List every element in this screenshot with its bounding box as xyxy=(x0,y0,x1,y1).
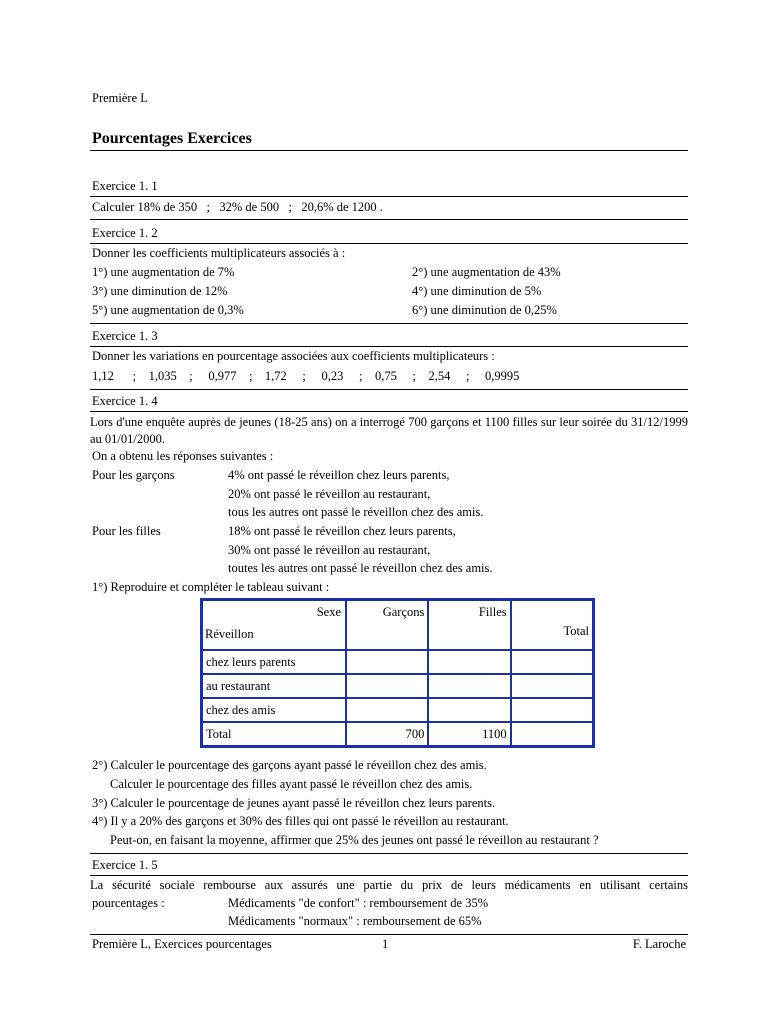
table-header-row xyxy=(202,600,593,650)
table-cell xyxy=(346,650,428,674)
footer-left: Première L, Exercices pourcentages xyxy=(92,937,272,951)
ex4-q3: 3°) Calculer le pourcentage de jeunes ayant passé le réveillon chez leurs parents. xyxy=(92,796,496,810)
table-cell xyxy=(511,674,593,698)
ex2-item: 3°) une diminution de 12% xyxy=(92,284,228,298)
boys-line: 4% ont passé le réveillon chez leurs parents, xyxy=(228,468,450,482)
table-cell xyxy=(428,650,510,674)
ex5-line1: Médicaments "de confort" : remboursement de 35% xyxy=(228,896,489,910)
ex2-item: 1°) une augmentation de 7% xyxy=(92,265,235,279)
ex1-rule xyxy=(90,196,688,197)
ex3-rule xyxy=(90,346,688,347)
header-corner-cell xyxy=(202,600,346,650)
ex5-rule xyxy=(90,875,688,876)
total-girls-cell: 1100 xyxy=(428,722,510,746)
reveillon-table xyxy=(200,598,595,748)
col-boys-header: Garçons xyxy=(346,600,428,650)
ex4-responses: On a obtenu les réponses suivantes : xyxy=(92,449,274,463)
ex4-intro: Lors d'une enquête auprès de jeunes (18-25 ans) on a interrogé 700 garçons et 1100 filles sur leur soirée du 31/12/1999 au 01/01/2000. xyxy=(90,415,688,446)
page-title: Pourcentages Exercices xyxy=(92,130,252,147)
page-number: 1 xyxy=(382,937,389,951)
ex2-item: 2°) une augmentation de 43% xyxy=(412,265,561,279)
ex3-heading: Exercice 1. 3 xyxy=(92,329,158,343)
boys-line: 20% ont passé le réveillon au restaurant, xyxy=(228,487,431,501)
table-cell xyxy=(346,674,428,698)
ex5-line2: Médicaments "normaux" : remboursement de 65% xyxy=(228,914,482,928)
table-cell xyxy=(346,698,428,722)
girls-line: 30% ont passé le réveillon au restaurant, xyxy=(228,543,431,557)
boys-line: tous les autres ont passé le réveillon chez des amis. xyxy=(228,505,484,519)
ex4-end-rule xyxy=(90,853,688,854)
ex2-item: 6°) une diminution de 0,25% xyxy=(412,303,557,317)
ex3-intro: Donner les variations en pourcentage associées aux coefficients multiplicateurs : xyxy=(92,349,495,363)
ex5-intro2: pourcentages : xyxy=(92,896,165,910)
table-cell xyxy=(428,698,510,722)
row-label: chez des amis xyxy=(202,698,346,722)
boys-label: Pour les garçons xyxy=(92,468,175,482)
ex2-intro: Donner les coefficients multiplicateurs associés à : xyxy=(92,246,346,260)
table-row xyxy=(202,674,593,698)
ex4-q1: 1°) Reproduire et compléter le tableau suivant : xyxy=(92,580,330,594)
table-cell xyxy=(428,674,510,698)
ex4-q2b: Calculer le pourcentage des filles ayant passé le réveillon chez des amis. xyxy=(110,777,473,791)
table-cell xyxy=(511,698,593,722)
table-row xyxy=(202,650,593,674)
girls-line: toutes les autres ont passé le réveillon chez des amis. xyxy=(228,561,493,575)
ex2-heading: Exercice 1. 2 xyxy=(92,226,158,240)
title-rule xyxy=(90,150,688,151)
footer-rule xyxy=(90,934,688,935)
girls-line: 18% ont passé le réveillon chez leurs parents, xyxy=(228,524,456,538)
ex1-text: Calculer 18% de 350 ; 32% de 500 ; 20,6% de 1200 . xyxy=(92,200,383,214)
ex1-heading: Exercice 1. 1 xyxy=(92,179,158,193)
ex4-rule xyxy=(90,411,688,412)
row-label: chez leurs parents xyxy=(202,650,346,674)
ex5-heading: Exercice 1. 5 xyxy=(92,858,158,872)
course-label: Première L xyxy=(92,91,148,105)
ex2-rule xyxy=(90,243,688,244)
row-label: Total xyxy=(202,722,346,746)
col-girls-header: Filles xyxy=(428,600,510,650)
footer-author: F. Laroche xyxy=(632,937,686,951)
ex5-intro: La sécurité sociale rembourse aux assurés une partie du prix de leurs médicaments en utilisant certains xyxy=(90,878,688,892)
ex3-end-rule xyxy=(90,389,688,390)
total-boys-cell: 700 xyxy=(346,722,428,746)
ex3-values: 1,12 ; 1,035 ; 0,977 ; 1,72 ; 0,23 ; 0,75 ; 2,54 ; 0,9995 xyxy=(92,369,520,383)
ex2-end-rule xyxy=(90,323,688,324)
ex4-heading: Exercice 1. 4 xyxy=(92,394,158,408)
reveillon-label: Réveillon xyxy=(205,627,254,641)
table-cell xyxy=(511,650,593,674)
table-cell xyxy=(511,722,593,746)
col-total-header: Total xyxy=(511,600,593,650)
ex4-q2a: 2°) Calculer le pourcentage des garçons ayant passé le réveillon chez des amis. xyxy=(92,758,487,772)
table-row xyxy=(202,722,593,746)
ex2-item: 4°) une diminution de 5% xyxy=(412,284,542,298)
ex4-q4b: Peut-on, en faisant la moyenne, affirmer que 25% des jeunes ont passé le réveillon au restaurant ? xyxy=(110,833,599,847)
ex2-item: 5°) une augmentation de 0,3% xyxy=(92,303,244,317)
sexe-label: Sexe xyxy=(316,605,342,619)
row-label: au restaurant xyxy=(202,674,346,698)
table-row xyxy=(202,698,593,722)
girls-label: Pour les filles xyxy=(92,524,161,538)
ex1-end-rule xyxy=(90,219,688,220)
ex4-q4a: 4°) Il y a 20% des garçons et 30% des filles qui ont passé le réveillon au restaurant. xyxy=(92,814,509,828)
